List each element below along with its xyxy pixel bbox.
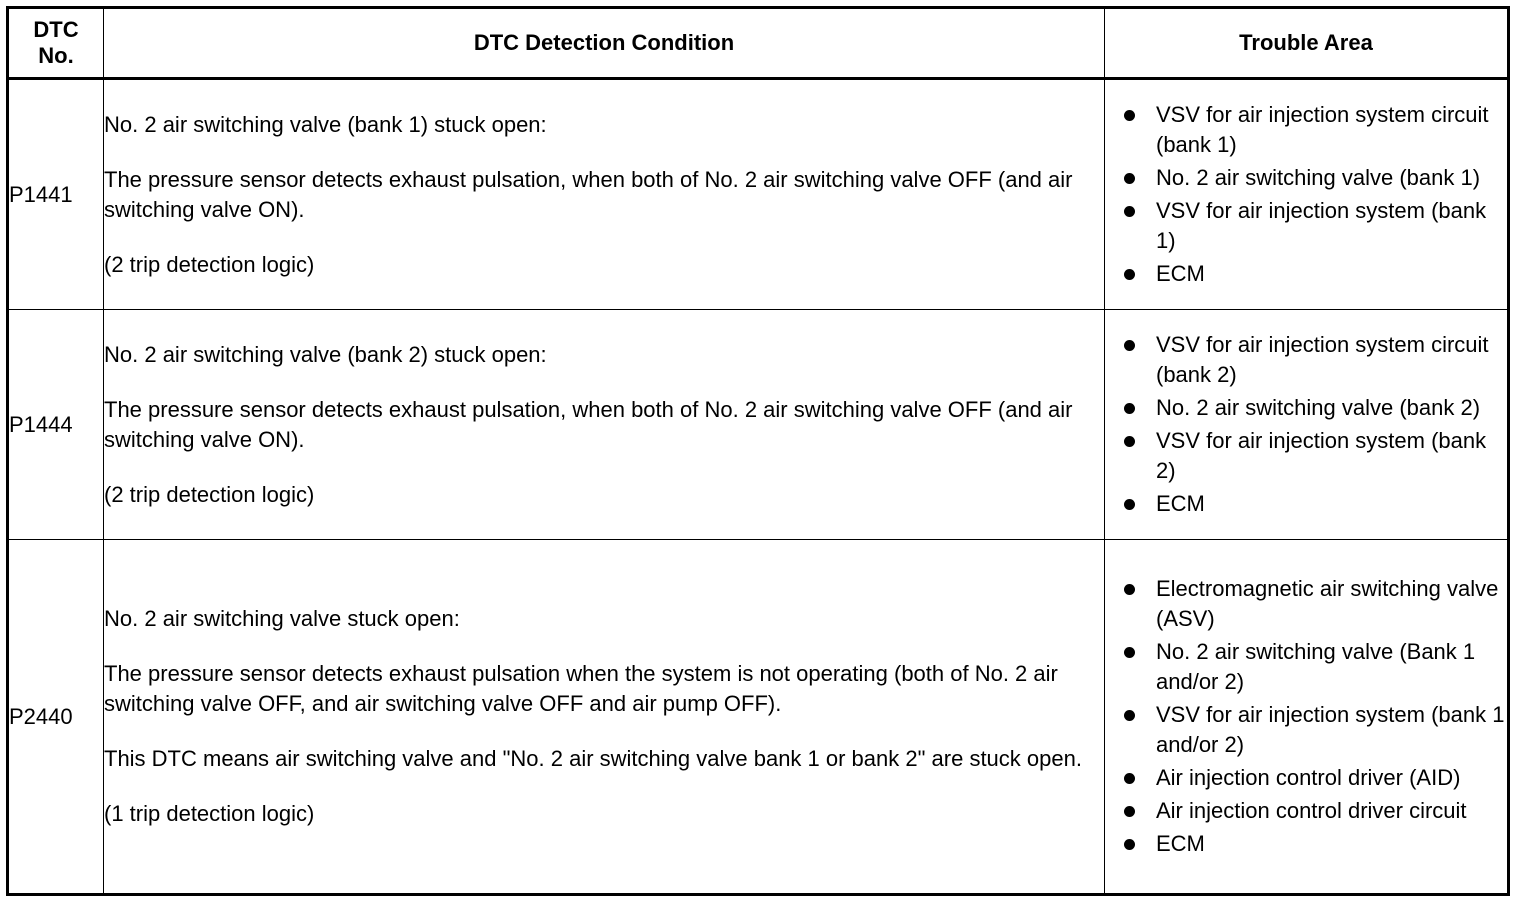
trouble-area-text: ECM xyxy=(1156,491,1205,516)
bullet-icon xyxy=(1124,403,1135,414)
bullet-icon xyxy=(1124,806,1135,817)
trouble-area-item xyxy=(1105,330,1507,390)
trouble-area xyxy=(1105,310,1509,540)
trouble-area-item xyxy=(1105,163,1507,193)
bullet-icon xyxy=(1124,839,1135,850)
trouble-area-item xyxy=(1105,763,1507,793)
table-row xyxy=(8,310,1509,540)
trouble-area-text: VSV for air injection system (bank 1) xyxy=(1156,198,1487,253)
detection-condition xyxy=(104,79,1105,310)
dtc-code: P2440 xyxy=(8,540,104,895)
condition-logic: (2 trip detection logic) xyxy=(104,481,315,507)
bullet-icon xyxy=(1124,499,1135,510)
bullet-icon xyxy=(1124,436,1135,447)
trouble-area-text: VSV for air injection system (bank 1 and/or 2) xyxy=(1156,702,1505,757)
trouble-area-item xyxy=(1105,700,1507,760)
trouble-area-text: ECM xyxy=(1156,261,1205,286)
trouble-area-item xyxy=(1105,426,1507,486)
table-row xyxy=(8,540,1509,895)
trouble-area-text: Air injection control driver (AID) xyxy=(1156,765,1461,790)
detection-condition xyxy=(104,310,1105,540)
bullet-icon xyxy=(1124,340,1135,351)
dtc-table xyxy=(6,6,1510,896)
header-dtc-no xyxy=(8,8,104,79)
table-row xyxy=(8,79,1509,310)
bullet-icon xyxy=(1124,206,1135,217)
trouble-area-item xyxy=(1105,196,1507,256)
trouble-area-item xyxy=(1105,100,1507,160)
header-detection-condition: DTC Detection Condition xyxy=(104,8,1105,79)
trouble-area-text: VSV for air injection system (bank 2) xyxy=(1156,428,1487,483)
trouble-area-text: No. 2 air switching valve (bank 2) xyxy=(1156,395,1481,420)
condition-note: This DTC means air switching valve and "No. 2 air switching valve bank 1 or bank 2" are stuck open. xyxy=(104,746,1082,771)
dtc-code: P1441 xyxy=(8,79,104,310)
bullet-icon xyxy=(1124,647,1135,658)
condition-title: No. 2 air switching valve stuck open: xyxy=(104,606,460,631)
bullet-icon xyxy=(1124,269,1135,280)
bullet-icon xyxy=(1124,710,1135,721)
bullet-icon xyxy=(1124,584,1135,595)
trouble-area-list xyxy=(1105,100,1507,289)
bullet-icon xyxy=(1124,110,1135,121)
condition-title: No. 2 air switching valve (bank 1) stuck open: xyxy=(104,111,547,137)
trouble-area-item xyxy=(1105,489,1507,519)
trouble-area-item xyxy=(1105,259,1507,289)
trouble-area-text: Electromagnetic air switching valve (ASV) xyxy=(1156,576,1499,631)
detection-condition xyxy=(104,540,1105,895)
trouble-area-text: ECM xyxy=(1156,831,1205,856)
trouble-area-item xyxy=(1105,796,1507,826)
trouble-area-item xyxy=(1105,393,1507,423)
condition-description: The pressure sensor detects exhaust pulsation when the system is not operating (both of No. 2 air switching valve OFF, and air switching valve OFF and air pump OFF). xyxy=(104,661,1058,716)
trouble-area-text: No. 2 air switching valve (Bank 1 and/or 2) xyxy=(1156,639,1476,694)
bullet-icon xyxy=(1124,773,1135,784)
trouble-area-text: VSV for air injection system circuit (bank 1) xyxy=(1156,102,1489,157)
trouble-area-text: Air injection control driver circuit xyxy=(1156,798,1467,823)
trouble-area-item xyxy=(1105,637,1507,697)
dtc-code: P1444 xyxy=(8,310,104,540)
condition-description: The pressure sensor detects exhaust pulsation, when both of No. 2 air switching valve OFF (and air switching valve ON). xyxy=(104,166,1073,222)
condition-description: The pressure sensor detects exhaust pulsation, when both of No. 2 air switching valve OFF (and air switching valve ON). xyxy=(104,396,1073,452)
trouble-area-item xyxy=(1105,829,1507,859)
trouble-area-list xyxy=(1105,574,1507,859)
condition-title: No. 2 air switching valve (bank 2) stuck open: xyxy=(104,341,547,367)
table-header-row xyxy=(8,8,1509,79)
trouble-area xyxy=(1105,540,1509,895)
trouble-area-list xyxy=(1105,330,1507,519)
header-trouble-area: Trouble Area xyxy=(1105,8,1509,79)
condition-logic: (2 trip detection logic) xyxy=(104,251,315,277)
bullet-icon xyxy=(1124,173,1135,184)
condition-logic: (1 trip detection logic) xyxy=(104,801,315,826)
trouble-area-text: VSV for air injection system circuit (bank 2) xyxy=(1156,332,1489,387)
trouble-area xyxy=(1105,79,1509,310)
header-dtc-no-label: DTC No. xyxy=(33,17,79,68)
trouble-area-item xyxy=(1105,574,1507,634)
trouble-area-text: No. 2 air switching valve (bank 1) xyxy=(1156,165,1481,190)
